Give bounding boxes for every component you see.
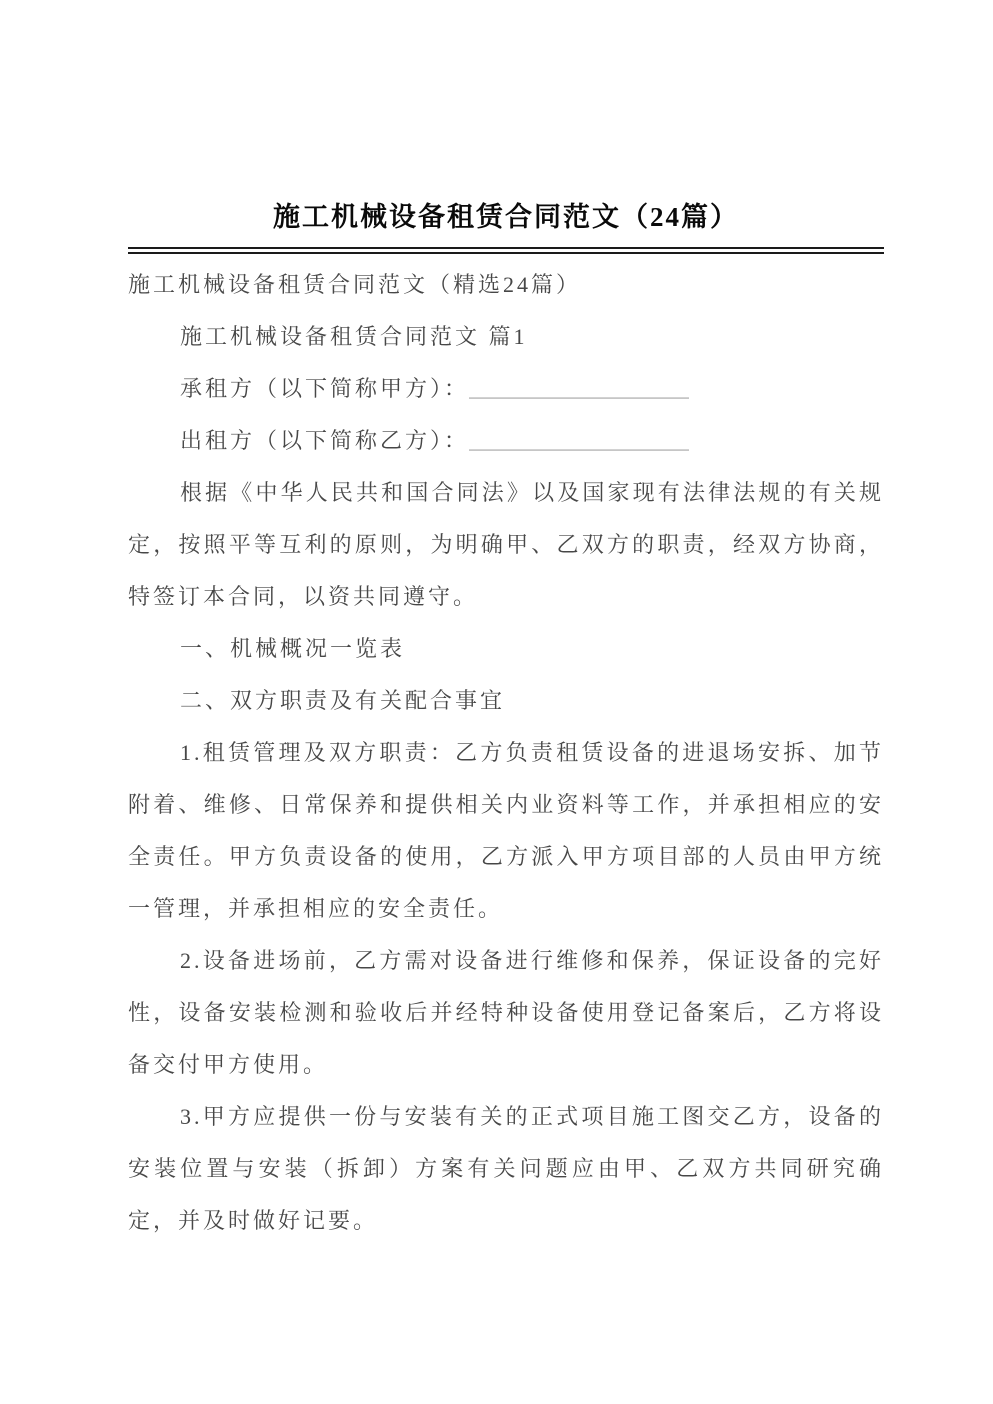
party-b-line [128, 415, 884, 467]
clause-paragraph-3: 3.甲方应提供一份与安装有关的正式项目施工图交乙方，设备的安装位置与安装（拆卸）方案有关问题应由甲、乙双方共同研究确定，并及时做好记要。 [128, 1104, 884, 1233]
party-a-line [128, 363, 884, 415]
clause-paragraph-2: 2.设备进场前，乙方需对设备进行维修和保养，保证设备的完好性，设备安装检测和验收后并经特种设备使用登记备案后，乙方将设备交付甲方使用。 [128, 948, 884, 1077]
document-body [128, 259, 884, 1247]
document-title: 施工机械设备租赁合同范文（24篇） [273, 202, 739, 232]
intro-heading: 施工机械设备租赁合同范文（精选24篇） [128, 272, 582, 297]
preamble-paragraph: 根据《中华人民共和国合同法》以及国家现有法律法规的有关规定，按照平等互利的原则，为明确甲、乙双方的职责，经双方协商，特签订本合同，以资共同遵守。 [128, 480, 884, 609]
party-a-label: 承租方（以下简称甲方）： [180, 376, 470, 401]
clause-paragraph-1: 1.租赁管理及双方职责：乙方负责租赁设备的进退场安拆、加节附着、维修、日常保养和提供相关内业资料等工作，并承担相应的安全责任。甲方负责设备的使用，乙方派入甲方项目部的人员由甲方统一管理，并承担相应的安全责任。 [128, 740, 884, 921]
title-divider [128, 247, 884, 254]
section-heading-2: 二、双方职责及有关配合事宜 [180, 688, 506, 713]
sub-heading: 施工机械设备租赁合同范文 篇1 [180, 324, 528, 349]
party-b-fill-in-blank: ＿＿＿＿＿＿＿＿＿＿ [469, 428, 690, 453]
section-heading-1: 一、机械概况一览表 [180, 636, 406, 661]
party-a-fill-in-blank: ＿＿＿＿＿＿＿＿＿＿ [469, 376, 690, 401]
party-b-label: 出租方（以下简称乙方）： [180, 428, 470, 453]
